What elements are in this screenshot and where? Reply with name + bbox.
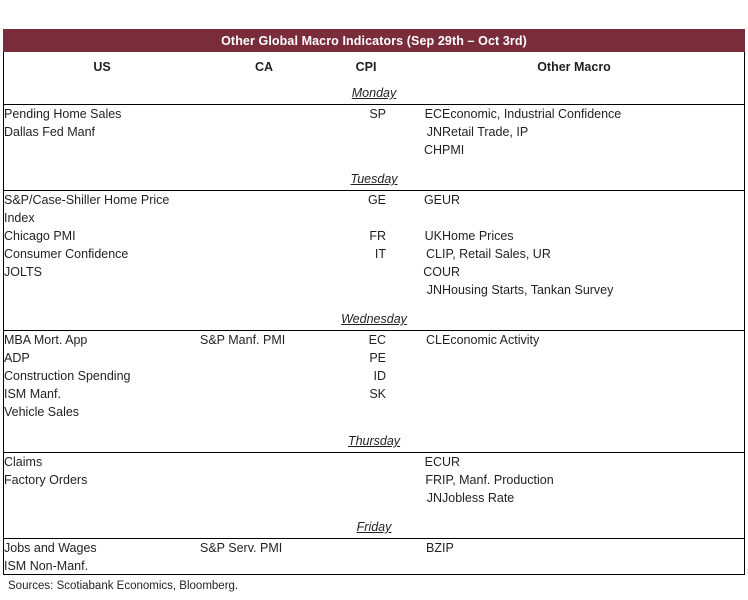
table-row xyxy=(4,123,744,141)
cell-other-macro-code: JN xyxy=(426,283,442,297)
cell-us xyxy=(4,281,200,299)
table-row xyxy=(4,367,744,385)
table-row xyxy=(4,489,744,507)
table-row xyxy=(4,245,744,263)
cell-other-macro-text: UR xyxy=(442,265,461,279)
day-label-monday: Monday xyxy=(351,86,397,100)
cell-cpi-pad xyxy=(386,105,404,123)
cell-cpi-code xyxy=(328,141,386,159)
cell-ca xyxy=(200,453,328,471)
cell-cpi-pad xyxy=(386,331,404,349)
cell-other-macro-code xyxy=(404,557,442,575)
cell-other-macro-text: IP, Manf. Production xyxy=(442,473,554,487)
cell-cpi-code xyxy=(328,539,386,557)
sources-note: Sources: Scotiabank Economics, Bloomberg. xyxy=(8,580,239,592)
row-spacer xyxy=(4,421,744,430)
cell-us xyxy=(4,141,200,159)
cell-cpi-code: IT xyxy=(374,247,386,261)
cell-us: Chicago PMI xyxy=(4,229,76,243)
table-header-row xyxy=(4,52,744,82)
cell-ca xyxy=(200,557,328,575)
cell-other-macro-text xyxy=(442,557,744,575)
table-row xyxy=(4,453,744,471)
sources-divider xyxy=(3,574,745,575)
page-title: Other Global Macro Indicators (Sep 29th – Oct 3rd) xyxy=(3,29,745,52)
cell-other-macro-text: Retail Trade, IP xyxy=(442,125,529,139)
cell-ca xyxy=(200,141,328,159)
cell-ca xyxy=(200,245,328,263)
cell-cpi-code: PE xyxy=(369,351,386,365)
cell-other-macro-text: UR xyxy=(442,193,461,207)
cell-other-macro-text: Jobless Rate xyxy=(442,491,515,505)
day-label-tuesday: Tuesday xyxy=(350,172,398,186)
cell-cpi-code xyxy=(328,403,386,421)
cell-us: Vehicle Sales xyxy=(4,405,80,419)
cell-other-macro-text: UR xyxy=(442,455,461,469)
cell-cpi-code xyxy=(328,471,386,489)
column-header-cpi: CPI xyxy=(355,60,377,74)
cell-ca xyxy=(200,367,328,385)
cell-us: S&P/Case-Shiller Home Price Index xyxy=(4,193,170,225)
cell-ca xyxy=(200,403,328,421)
cell-cpi-code xyxy=(328,489,386,507)
cell-us: Claims xyxy=(4,455,43,469)
table-row xyxy=(4,557,744,575)
cell-other-macro-text: Economic, Industrial Confidence xyxy=(442,107,622,121)
cell-other-macro-code xyxy=(404,385,442,403)
table-row xyxy=(4,141,744,159)
cell-cpi-code xyxy=(328,453,386,471)
cell-other-macro-code xyxy=(404,349,442,367)
cell-cpi-pad xyxy=(386,141,404,159)
cell-ca xyxy=(200,349,328,367)
cell-other-macro-code: UK xyxy=(424,229,442,243)
cell-us: MBA Mort. App xyxy=(4,333,88,347)
cell-us: Jobs and Wages xyxy=(4,541,97,555)
table-row xyxy=(4,227,744,245)
cell-other-macro-code: CL xyxy=(426,333,442,347)
column-header-other-macro: Other Macro xyxy=(537,60,611,74)
cell-cpi-code: SP xyxy=(369,107,386,121)
cell-ca xyxy=(200,191,328,227)
cell-cpi-pad xyxy=(386,471,404,489)
day-label-friday: Friday xyxy=(356,520,392,534)
cell-other-macro-code: EC xyxy=(424,455,442,469)
cell-other-macro-text: IP, Retail Sales, UR xyxy=(442,247,551,261)
cell-cpi-pad xyxy=(386,227,404,245)
table-row xyxy=(4,191,744,227)
cell-us: JOLTS xyxy=(4,265,42,279)
cell-ca xyxy=(200,227,328,245)
table-row xyxy=(4,281,744,299)
cell-ca xyxy=(200,123,328,141)
row-spacer xyxy=(4,299,744,308)
cell-other-macro-code: EC xyxy=(424,107,442,121)
table-row xyxy=(4,539,744,557)
cell-cpi-code xyxy=(328,263,386,281)
cell-cpi-code: ID xyxy=(373,369,386,383)
cell-cpi-pad xyxy=(386,557,404,575)
cell-cpi-code: GE xyxy=(367,193,386,207)
day-header-tuesday xyxy=(4,168,744,191)
cell-other-macro-text xyxy=(442,349,744,367)
cell-ca xyxy=(200,489,328,507)
cell-other-macro-code xyxy=(404,367,442,385)
macro-indicators-table xyxy=(4,52,744,575)
cell-us: ISM Manf. xyxy=(4,387,61,401)
cell-other-macro-text: Housing Starts, Tankan Survey xyxy=(442,283,614,297)
cell-cpi-code xyxy=(328,123,386,141)
day-label-wednesday: Wednesday xyxy=(341,312,407,326)
cell-us: ISM Non-Manf. xyxy=(4,559,89,573)
cell-other-macro-text xyxy=(442,367,744,385)
cell-other-macro-code: CH xyxy=(423,143,442,157)
cell-cpi-pad xyxy=(386,453,404,471)
row-spacer xyxy=(4,507,744,516)
cell-cpi-pad xyxy=(386,367,404,385)
cell-cpi-code xyxy=(328,557,386,575)
cell-other-macro-text: IP xyxy=(442,541,454,555)
cell-other-macro-code: GE xyxy=(423,193,442,207)
row-spacer xyxy=(4,159,744,168)
cell-us: ADP xyxy=(4,351,30,365)
cell-other-macro-text xyxy=(442,385,744,403)
day-header-friday xyxy=(4,516,744,539)
cell-us: Factory Orders xyxy=(4,473,88,487)
cell-cpi-code xyxy=(328,281,386,299)
cell-cpi-code: SK xyxy=(369,387,386,401)
cell-ca: S&P Serv. PMI xyxy=(200,541,283,555)
cell-ca: S&P Manf. PMI xyxy=(200,333,286,347)
cell-other-macro-code: JN xyxy=(426,491,442,505)
table-row xyxy=(4,349,744,367)
cell-other-macro-text: PMI xyxy=(442,143,465,157)
day-label-thursday: Thursday xyxy=(347,434,401,448)
cell-other-macro-text xyxy=(442,403,744,421)
cell-ca xyxy=(200,263,328,281)
cell-other-macro-code: JN xyxy=(426,125,442,139)
cell-cpi-pad xyxy=(386,385,404,403)
column-header-us: US xyxy=(93,60,111,74)
cell-other-macro-code xyxy=(404,403,442,421)
cell-other-macro-text: Economic Activity xyxy=(442,333,540,347)
cell-cpi-pad xyxy=(386,263,404,281)
cell-cpi-pad xyxy=(386,489,404,507)
day-header-thursday xyxy=(4,430,744,453)
cell-other-macro-code: CL xyxy=(426,247,442,261)
cell-us xyxy=(4,489,200,507)
cell-us: Dallas Fed Manf xyxy=(4,125,96,139)
cell-ca xyxy=(200,281,328,299)
cell-cpi-code: EC xyxy=(368,333,386,347)
table-row xyxy=(4,471,744,489)
table-row xyxy=(4,385,744,403)
table-row xyxy=(4,403,744,421)
cell-cpi-pad xyxy=(386,281,404,299)
table-row xyxy=(4,263,744,281)
day-header-monday xyxy=(4,82,744,105)
cell-other-macro-code: FR xyxy=(425,473,442,487)
column-header-ca: CA xyxy=(254,60,274,74)
cell-cpi-pad xyxy=(386,123,404,141)
cell-ca xyxy=(200,105,328,123)
table-row xyxy=(4,105,744,123)
cell-cpi-pad xyxy=(386,403,404,421)
cell-cpi-pad xyxy=(386,349,404,367)
cell-cpi-pad xyxy=(386,245,404,263)
cell-us: Construction Spending xyxy=(4,369,131,383)
cell-ca xyxy=(200,471,328,489)
table-row xyxy=(4,331,744,349)
cell-other-macro-code: BZ xyxy=(426,541,442,555)
cell-cpi-pad xyxy=(386,539,404,557)
cell-cpi-code: FR xyxy=(369,229,386,243)
cell-ca xyxy=(200,385,328,403)
cell-us: Consumer Confidence xyxy=(4,247,129,261)
cell-cpi-pad xyxy=(386,191,404,227)
cell-other-macro-code: CO xyxy=(423,265,442,279)
day-header-wednesday xyxy=(4,308,744,331)
cell-other-macro-text: Home Prices xyxy=(442,229,514,243)
cell-us: Pending Home Sales xyxy=(4,107,122,121)
